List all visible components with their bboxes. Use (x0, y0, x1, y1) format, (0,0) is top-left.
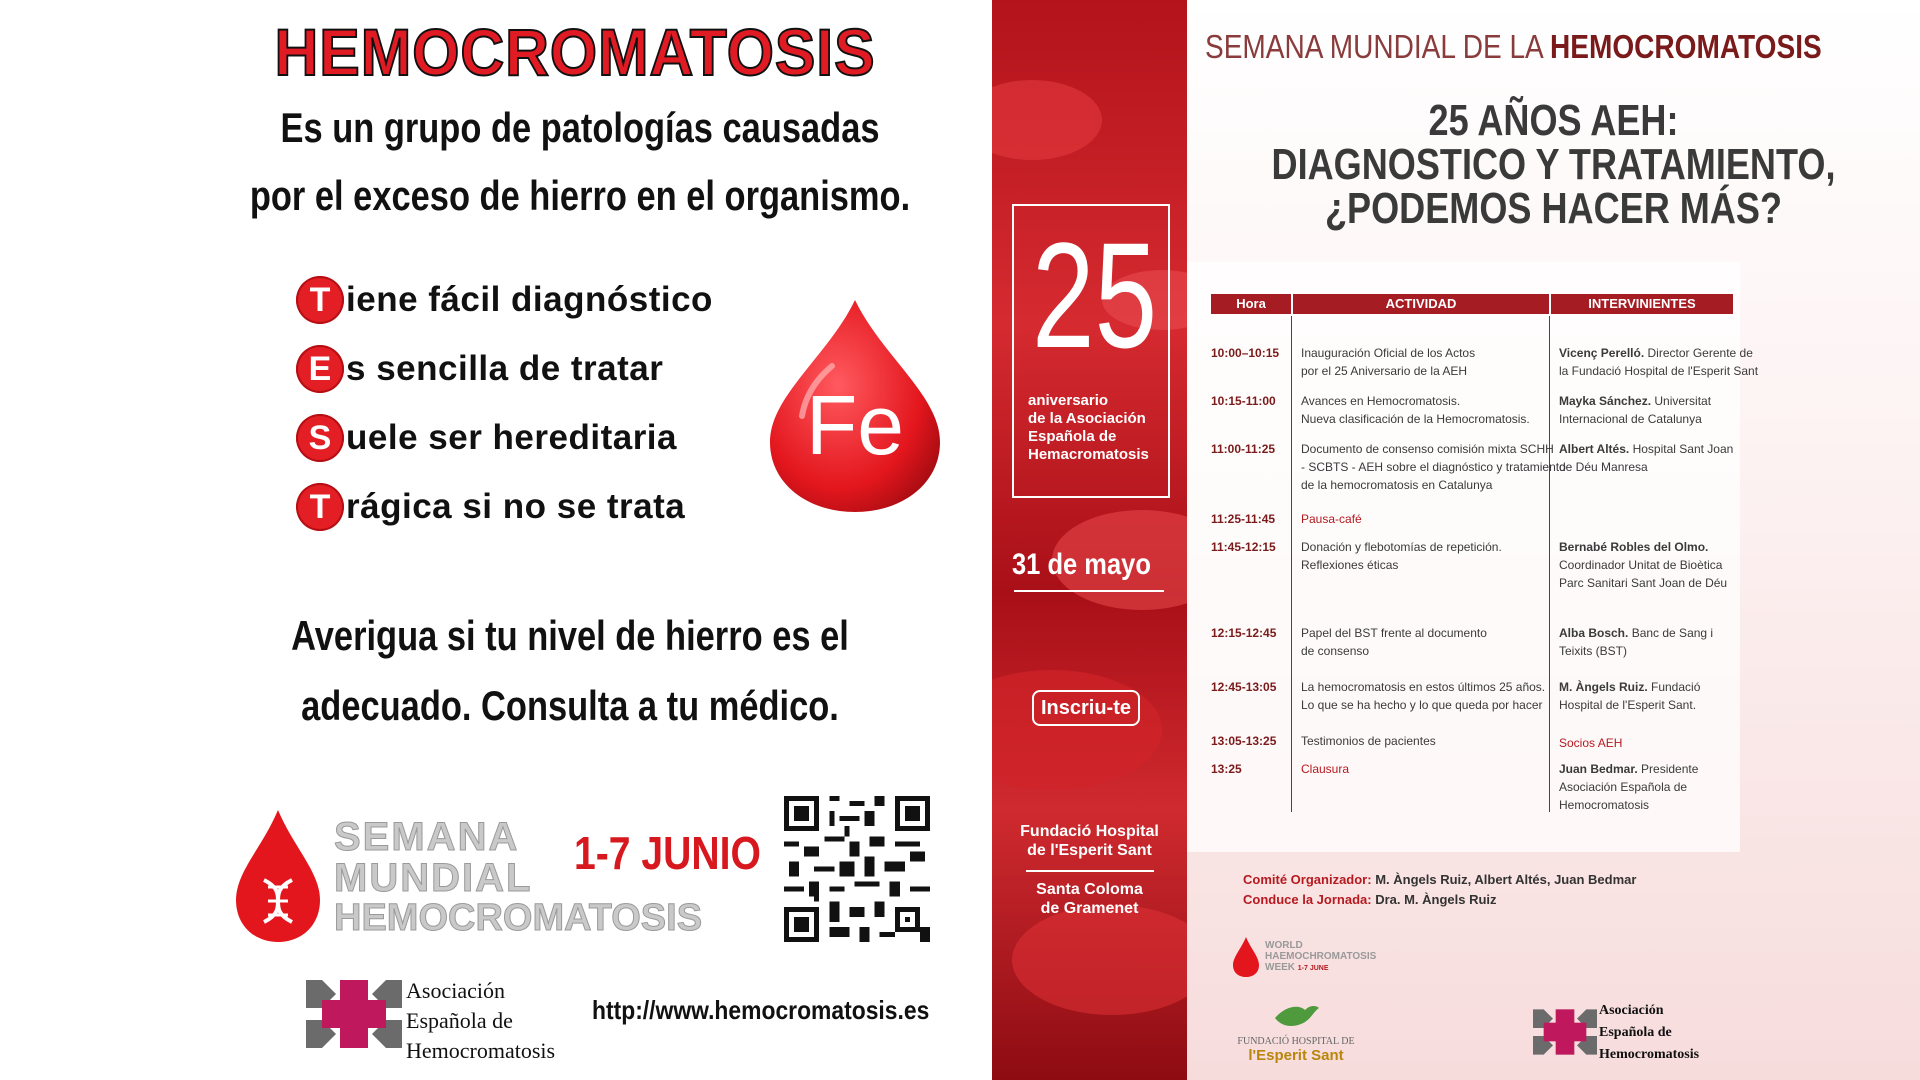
speaker-detail: Teixits (BST) (1559, 644, 1628, 658)
activity-line: de la hemocromatosis en Catalunya (1301, 478, 1493, 492)
test-letter-badge: T (296, 483, 344, 531)
row-speaker (1559, 678, 1700, 714)
speaker-name: Albert Altés. (1559, 442, 1630, 456)
speaker-detail: Hemocromatosis (1559, 798, 1650, 812)
row-speaker (1559, 624, 1713, 660)
association-name (1599, 1000, 1699, 1066)
poster-title: HEMOCROMATOSIS (274, 15, 876, 89)
week-dates: 1-7 JUNIO (574, 827, 761, 879)
intro-line-1: Es un grupo de patologías causadas (280, 104, 880, 151)
row-time: 10:15-11:00 (1211, 394, 1276, 408)
speaker-affiliation: Fundació (1647, 680, 1701, 694)
foundation-line-1: FUNDACIÓ HOSPITAL DE (1237, 1036, 1355, 1047)
association-line-2: Española de (1599, 1025, 1672, 1040)
activity-line: Clausura (1301, 762, 1350, 776)
row-activity (1301, 510, 1362, 528)
activity-line: Lo que se ha hecho y lo que queda por hacer (1301, 698, 1543, 712)
activity-line: Donación y flebotomías de repetición. (1301, 540, 1502, 554)
activity-line: Reflexiones éticas (1301, 558, 1399, 572)
world-week-drop-icon (1231, 935, 1261, 979)
organizers (1243, 870, 1636, 910)
venue-divider (1026, 870, 1154, 872)
week-line-2: MUNDIAL (334, 856, 533, 900)
row-time: 11:00-11:25 (1211, 442, 1276, 456)
program-panel (1187, 0, 1920, 1080)
header-intervinientes: INTERVINIENTES (1551, 294, 1733, 314)
anniversary-line-3: Española de (1028, 428, 1117, 445)
world-week-line: HAEMOCHROMATOSIS (1265, 951, 1377, 962)
row-time: 13:25 (1211, 762, 1242, 776)
activity-line: Papel del BST frente al documento (1301, 626, 1487, 640)
association-line-1: Asociación (1599, 1003, 1664, 1018)
activity-line: Testimonios de pacientes (1301, 734, 1436, 748)
row-time: 11:45-12:15 (1211, 540, 1276, 554)
header-actividad: ACTIVIDAD (1293, 294, 1549, 314)
speaker-detail: Internacional de Catalunya (1559, 412, 1702, 426)
anniversary-line-1: aniversario (1028, 392, 1109, 409)
row-activity (1301, 760, 1349, 778)
date-underline (1014, 590, 1164, 592)
world-week-line: WORLD (1265, 940, 1303, 951)
test-item-text: uele ser hereditaria (346, 418, 677, 457)
activity-line: La hemocromatosis en estos últimos 25 años. (1301, 680, 1546, 694)
activity-line: Avances en Hemocromatosis. (1301, 394, 1461, 408)
committee-line (1243, 870, 1636, 890)
speaker-affiliation: Director Gerente de (1644, 346, 1753, 360)
host-value: Dra. M. Àngels Ruiz (1371, 892, 1497, 907)
speaker-detail: Hospital de l'Esperit Sant. (1559, 698, 1697, 712)
speaker-affiliation: Hospital Sant Joan (1629, 442, 1734, 456)
speaker-detail: Parc Sanitari Sant Joan de Déu (1559, 576, 1728, 590)
speaker-detail: Asociación Española de (1559, 780, 1688, 794)
dna-drop-icon (232, 808, 324, 944)
program-title-line-3: ¿PODEMOS HACER MÁS? (1324, 184, 1783, 233)
speaker-affiliation: Presidente (1637, 762, 1699, 776)
speaker-detail: de Déu Manresa (1559, 460, 1648, 474)
week-header-emphasis: HEMOCROMATOSIS (1550, 28, 1822, 65)
venue-line-1: Fundació Hospital (1020, 823, 1159, 840)
program-title-line-1: 25 AÑOS AEH: (1428, 96, 1679, 145)
test-item-text: rágica si no se trata (346, 487, 686, 526)
test-item-text: s sencilla de tratar (346, 349, 664, 388)
speaker-line (1559, 344, 1758, 362)
register-button[interactable]: Inscriu-te (1032, 690, 1140, 726)
activity-line: Nueva clasificación de la Hemocromatosis. (1301, 412, 1530, 426)
website-link[interactable]: http://www.hemocromatosis.es (592, 995, 930, 1025)
anniversary-text (1028, 392, 1149, 464)
association-line-1: Asociación (406, 978, 505, 1003)
row-speaker (1559, 538, 1727, 592)
row-speaker (1559, 392, 1711, 428)
cta-line-2: adecuado. Consulta a tu médico. (301, 682, 839, 729)
city (992, 880, 1187, 918)
blood-cells-band (992, 0, 1187, 1080)
test-letter-badge: T (296, 276, 344, 324)
venue-line-2: de l'Esperit Sant (1027, 842, 1152, 859)
test-item-text: iene fácil diagnóstico (346, 280, 713, 319)
world-week-line (1265, 962, 1376, 974)
association-line-3: Hemocromatosis (406, 1038, 556, 1063)
activity-line: por el 25 Aniversario de la AEH (1301, 364, 1468, 378)
speaker-name: Bernabé Robles del Olmo. (1559, 540, 1709, 554)
venue (992, 822, 1187, 860)
association-line-2: Española de (406, 1008, 513, 1033)
speaker-name: Mayka Sánchez. (1559, 394, 1652, 408)
row-activity (1301, 440, 1566, 494)
speaker-line (1559, 760, 1698, 778)
row-time: 11:25-11:45 (1211, 512, 1276, 526)
cta-line-1: Averigua si tu nivel de hierro es el (291, 612, 849, 659)
program-title-line-2: DIAGNOSTICO Y TRATAMIENTO, (1271, 140, 1836, 189)
test-letter-badge: E (296, 345, 344, 393)
header-hora: Hora (1211, 294, 1291, 314)
row-time: 12:15-12:45 (1211, 626, 1277, 640)
row-speaker (1559, 760, 1698, 814)
test-item (296, 479, 685, 535)
activity-line: - SCBTS - AEH sobre el diagnóstico y tratamiento (1301, 460, 1566, 474)
world-week-text (1265, 940, 1376, 974)
right-poster (992, 0, 1920, 1080)
speaker-line (1559, 624, 1713, 642)
row-activity (1301, 678, 1545, 714)
row-activity (1301, 392, 1530, 428)
speaker-name: Alba Bosch. (1559, 626, 1629, 640)
row-activity (1301, 624, 1487, 660)
speaker-line (1559, 538, 1727, 556)
row-speaker (1559, 440, 1733, 476)
speaker-name: M. Àngels Ruiz. (1559, 680, 1648, 694)
committee-value: M. Àngels Ruiz, Albert Altés, Juan Bedmar (1371, 872, 1637, 887)
association-line-3: Hemocromatosis (1599, 1047, 1700, 1062)
host-label: Conduce la Jornada: (1243, 892, 1372, 907)
row-speaker (1559, 734, 1622, 752)
row-time: 10:00–10:15 (1211, 346, 1280, 360)
week-line-1: SEMANA (334, 815, 520, 859)
column-divider (1291, 316, 1292, 812)
world-week-word: WEEK (1265, 962, 1295, 973)
committee-label: Comité Organizador: (1243, 872, 1372, 887)
anniversary-number: 25 (1032, 211, 1158, 379)
dove-icon (1271, 998, 1321, 1032)
speaker-line (1559, 392, 1711, 410)
speaker-name: Socios AEH (1559, 736, 1623, 750)
week-header-prefix: SEMANA MUNDIAL DE LA (1205, 28, 1551, 65)
speaker-detail: Coordinador Unitat de Bioètica (1559, 558, 1723, 572)
iron-drop-icon (762, 296, 948, 516)
speaker-line (1559, 440, 1733, 458)
foundation-name (1233, 1036, 1359, 1064)
row-activity (1301, 538, 1502, 574)
fe-symbol: Fe (805, 378, 905, 472)
week-header (1205, 28, 1822, 66)
row-time: 13:05-13:25 (1211, 734, 1277, 748)
speaker-detail: la Fundació Hospital de l'Esperit Sant (1559, 364, 1759, 378)
anniversary-line-2: de la Asociación (1028, 410, 1146, 427)
test-item (296, 410, 677, 466)
event-date: 31 de mayo (1012, 548, 1151, 581)
anniversary-line-4: Hemacromatosis (1028, 446, 1149, 463)
speaker-name: Vicenç Perelló. (1559, 346, 1645, 360)
intro-line-2: por el exceso de hierro en el organismo. (249, 172, 911, 219)
week-line-3: HEMOCROMATOSIS (334, 897, 703, 939)
row-speaker (1559, 344, 1758, 380)
city-line-1: Santa Coloma (1036, 881, 1143, 898)
row-time: 12:45-13:05 (1211, 680, 1277, 694)
row-activity (1301, 344, 1475, 380)
test-item (296, 341, 663, 397)
column-divider (1549, 316, 1550, 812)
activity-line: Inauguración Oficial de los Actos (1301, 346, 1476, 360)
qr-code[interactable] (784, 796, 930, 942)
test-item (296, 272, 713, 328)
activity-line: de consenso (1301, 644, 1370, 658)
association-logo-icon (306, 976, 402, 1052)
speaker-name: Juan Bedmar. (1559, 762, 1638, 776)
activity-line: Documento de consenso comisión mixta SCHH (1301, 442, 1554, 456)
speaker-line (1559, 678, 1700, 696)
test-letter-badge: S (296, 414, 344, 462)
city-line-2: de Gramenet (1040, 900, 1139, 917)
association-name (406, 976, 555, 1066)
blood-cells-illustration (992, 0, 1187, 1080)
host-line (1243, 890, 1636, 910)
speaker-affiliation: Universitat (1651, 394, 1712, 408)
world-week-dates: 1-7 JUNE (1297, 965, 1329, 972)
activity-line: Pausa-café (1301, 512, 1362, 526)
association-logo-icon (1533, 1000, 1597, 1064)
speaker-affiliation: Banc de Sang i (1628, 626, 1714, 640)
row-activity (1301, 732, 1436, 750)
foundation-line-2: l'Esperit Sant (1248, 1047, 1344, 1064)
